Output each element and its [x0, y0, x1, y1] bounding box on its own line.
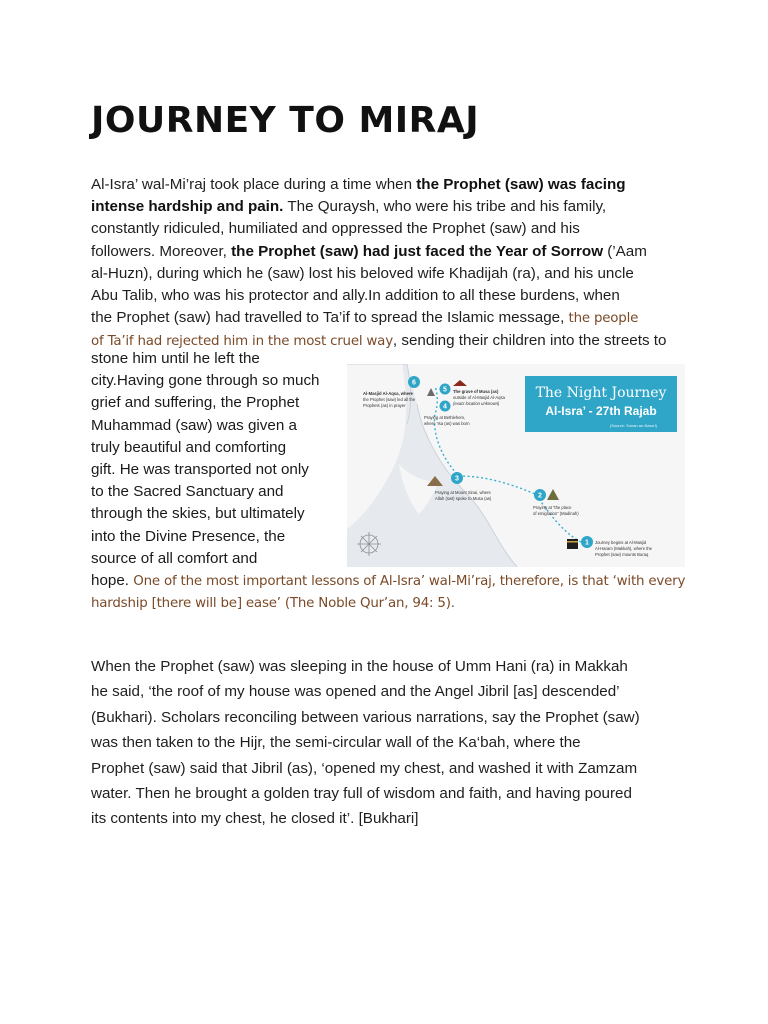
text-run: hope. [91, 572, 134, 589]
intro-paragraph [91, 174, 685, 354]
text-line [91, 174, 685, 196]
text-line: constantly ridiculed, humiliated and oppressed the Prophet (saw) and his [91, 220, 580, 238]
text-line: truly beautiful and comforting [91, 438, 287, 456]
stop-number: 5 [443, 386, 447, 394]
text-line [91, 307, 685, 330]
stop-label: where ‘Isa (as) was born [424, 421, 470, 426]
stop-label: Allah (swt) spoke to Musa (as) [435, 496, 492, 501]
stop-label: Prophet (saw) mounts Buraq [595, 552, 649, 557]
lesson-quote [91, 570, 685, 615]
second-paragraph [91, 654, 691, 832]
stop-label: Journey begins at Al-Masjid [595, 540, 647, 545]
text-line: grief and suffering, the Prophet [91, 394, 300, 412]
text-line: (Bukhari). Scholars reconciling between various narrations, say the Prophet (saw) [91, 708, 640, 726]
text-run: The Quraysh, who were his tribe and his family, [283, 198, 607, 216]
stop-label: Praying at “the place [533, 505, 572, 510]
page-title: JOURNEY TO MIRAJ [91, 100, 480, 141]
text-line: al-Huzn), during which he (saw) lost his beloved wife Khadijah (ra), and his uncle [91, 264, 634, 282]
highlight-run: of Ta’if had rejected him in the most cruel way [91, 334, 393, 350]
text-line: to the Sacred Sanctuary and [91, 483, 284, 501]
text-line: its contents into my chest, he closed it’. [Bukhari] [91, 810, 419, 828]
text-run: (’Aam [603, 242, 647, 260]
stop-label: Praying at Bethlehem, [424, 415, 466, 420]
text-line: water. Then he brought a golden tray full of wisdom and faith, and having poured [91, 785, 632, 803]
wrapped-paragraph [91, 348, 331, 570]
stop-label: Al-Masjid Al-Aqsa, where [363, 391, 413, 396]
text-line: Muhammad (saw) was given a [91, 416, 297, 434]
stop-label: outside of Al-Masjid Al-Aqsa [453, 395, 505, 400]
night-journey-map [347, 364, 685, 567]
text-line: he said, ‘the roof of my house was opened and the Angel Jibril [as] descended’ [91, 683, 620, 701]
text-line [91, 196, 685, 218]
highlight-run: the people [568, 311, 639, 327]
stop-label: (exact location unknown) [453, 401, 500, 406]
banner-source: (Source: Sunan an-Nasa’i) [609, 423, 657, 428]
text-line [91, 241, 685, 263]
highlight-run: One of the most important lessons of Al-Isra’ wal-Mi’raj, therefore, is that ‘with every [133, 574, 686, 589]
stop-label: Prophets (as) in prayer [363, 403, 406, 408]
text-line: was then taken to the Hijr, the semi-circular wall of the Ka‘bah, where the [91, 734, 581, 752]
text-line: city.Having gone through so much [91, 372, 320, 390]
bold-run: intense hardship and pain. [91, 198, 284, 216]
text-line: into the Divine Presence, the [91, 527, 286, 545]
text-run: Al-Isra’ wal-Mi’raj took place during a time when [91, 176, 417, 193]
stop-number: 2 [538, 492, 542, 500]
stop-label: of emigration” (Madinah) [533, 511, 579, 516]
stop-number: 6 [412, 379, 416, 387]
text-line: Prophet (saw) said that Jibril (as), ‘opened my chest, and washed it with Zamzam [91, 759, 638, 777]
text-line: stone him until he left the [91, 350, 260, 367]
stop-label: Al-Haram (Makkah), where the [595, 546, 653, 551]
text-line: source of all comfort and [91, 549, 258, 567]
stop-label: Praying at Mount Sinai, where [435, 490, 491, 495]
kaaba-icon [567, 539, 578, 549]
stop-number: 4 [443, 403, 447, 411]
stop-number: 3 [455, 475, 459, 483]
text-line [91, 570, 685, 593]
stop-label: The grave of Musa (as) [453, 389, 499, 394]
bold-run: the Prophet (saw) had just faced the Year of Sorrow [231, 242, 604, 260]
text-line: Abu Talib, who was his protector and ally.In addition to all these burdens, when [91, 287, 620, 305]
text-line: gift. He was transported not only [91, 461, 309, 479]
bold-run: the Prophet (saw) was facing [416, 176, 626, 193]
text-run: followers. Moreover, [91, 242, 232, 260]
text-run: , sending their children into the streets to [392, 332, 667, 350]
text-line: hardship [there will be] ease’ (The Noble Qur’an, 94: 5). [91, 596, 455, 612]
stop-label: the Prophet (saw) led all the [363, 397, 416, 402]
text-run: the Prophet (saw) had travelled to Ta’if to spread the Islamic message, [91, 309, 569, 327]
text-line: through the skies, but ultimately [91, 505, 305, 523]
banner-subtitle: Al-Isra’ - 27th Rajab [545, 404, 657, 418]
text-line: When the Prophet (saw) was sleeping in the house of Umm Hani (ra) in Makkah [91, 658, 628, 675]
kaaba-band [567, 541, 578, 543]
banner-title: The Night Journey [535, 385, 667, 401]
stop-number: 1 [585, 539, 589, 547]
